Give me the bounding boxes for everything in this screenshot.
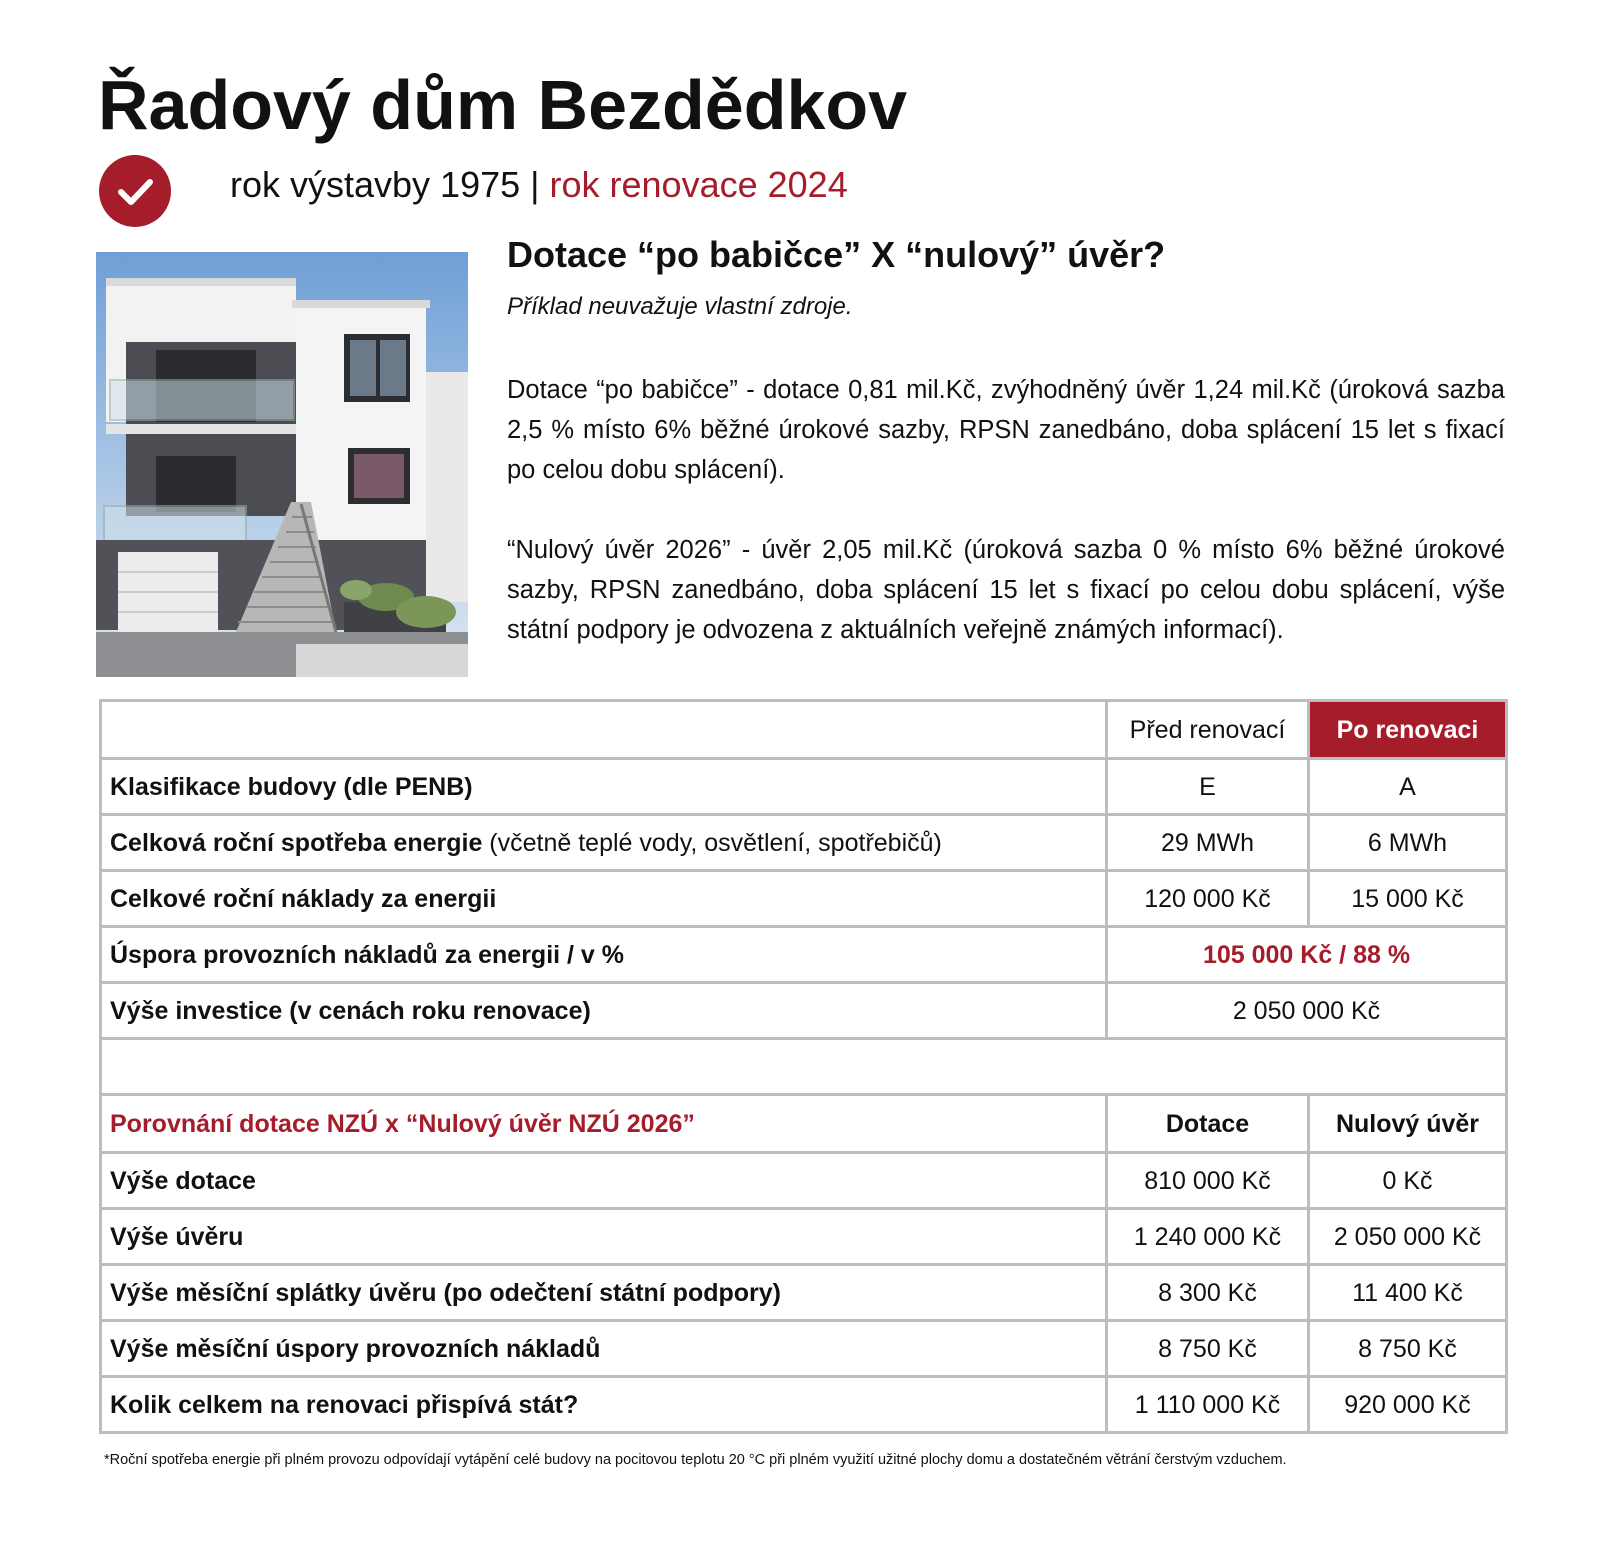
row-before: E [1107, 759, 1309, 815]
row-after: 15 000 Kč [1309, 871, 1507, 927]
section-heading: Dotace “po babičce” X “nulový” úvěr? [507, 234, 1166, 275]
row-label-note: (včetně teplé vody, osvětlení, spotřebičů) [482, 828, 942, 857]
row-label: Výše úvěru [101, 1209, 1107, 1265]
table-row [101, 871, 1507, 927]
row-grant: 1 240 000 Kč [1107, 1209, 1309, 1265]
table-row [101, 1153, 1507, 1209]
row-zero-loan: 11 400 Kč [1309, 1265, 1507, 1321]
header-empty-cell [101, 701, 1107, 759]
year-built: rok výstavby 1975 [230, 164, 521, 205]
year-info [230, 162, 848, 208]
table-row [101, 1377, 1507, 1433]
table-row [101, 815, 1507, 871]
row-label [101, 815, 1107, 871]
page-title: Řadový dům Bezdědkov [98, 66, 908, 144]
row-after: A [1309, 759, 1507, 815]
row-grant: 8 750 Kč [1107, 1321, 1309, 1377]
header-zero-loan: Nulový úvěr [1309, 1095, 1507, 1153]
row-before: 29 MWh [1107, 815, 1309, 871]
footnote: *Roční spotřeba energie při plném provozu odpovídají vytápění celé budovy na pocitovou teplotu 20 °C při plném využití užitné plochy domu a dostatečném větrání čerstvým vzduchem. [104, 1452, 1287, 1468]
table-header-row [101, 701, 1507, 759]
row-zero-loan: 2 050 000 Kč [1309, 1209, 1507, 1265]
row-grant: 810 000 Kč [1107, 1153, 1309, 1209]
comparison-table [99, 699, 1508, 1434]
row-label: Kolik celkem na renovaci přispívá stát? [101, 1377, 1107, 1433]
row-before: 120 000 Kč [1107, 871, 1309, 927]
year-separator: | [520, 164, 550, 205]
investment-row [101, 983, 1507, 1039]
check-icon [99, 155, 171, 227]
header-before: Před renovací [1107, 701, 1309, 759]
header-after: Po renovaci [1309, 701, 1507, 759]
row-label: Klasifikace budovy (dle PENB) [101, 759, 1107, 815]
table-row [101, 1321, 1507, 1377]
row-label-main: Celková roční spotřeba energie [110, 828, 483, 857]
table-row [101, 759, 1507, 815]
investment-label: Výše investice (v cenách roku renovace) [101, 983, 1107, 1039]
row-label: Výše měsíční splátky úvěru (po odečtení státní podpory) [101, 1265, 1107, 1321]
row-grant: 1 110 000 Kč [1107, 1377, 1309, 1433]
table-row [101, 1265, 1507, 1321]
header-grant: Dotace [1107, 1095, 1309, 1153]
year-renovated: rok renovace 2024 [549, 164, 848, 205]
row-grant: 8 300 Kč [1107, 1265, 1309, 1321]
table-row [101, 1209, 1507, 1265]
row-zero-loan: 920 000 Kč [1309, 1377, 1507, 1433]
comparison-title: Porovnání dotace NZÚ x “Nulový úvěr NZÚ 2026” [101, 1095, 1107, 1153]
paragraph-grant: Dotace “po babičce” - dotace 0,81 mil.Kč, zvýhodněný úvěr 1,24 mil.Kč (úroková sazba 2,5 % místo 6% běžné úrokové sazby, RPSN zanedbáno, doba splácení 15 let s fixací po celou dobu splácení). [507, 376, 1505, 484]
savings-label: Úspora provozních nákladů za energii / v % [101, 927, 1107, 983]
savings-row [101, 927, 1507, 983]
row-label: Celkové roční náklady za energii [101, 871, 1107, 927]
comparison-header-row [101, 1095, 1507, 1153]
row-after: 6 MWh [1309, 815, 1507, 871]
spacer-cell [101, 1039, 1507, 1095]
row-label: Výše dotace [101, 1153, 1107, 1209]
paragraph-zero-loan: “Nulový úvěr 2026” - úvěr 2,05 mil.Kč (úroková sazba 0 % místo 6% běžné úrokové sazby, RPSN zanedbáno, doba splácení 15 let s fixací po celou dobu splácení, výše státní podpory je odvozena z aktuálních veřejně známých informací). [507, 536, 1505, 644]
section-note: Příklad neuvažuje vlastní zdroje. [507, 293, 853, 320]
spacer-row [101, 1039, 1507, 1095]
row-label: Výše měsíční úspory provozních nákladů [101, 1321, 1107, 1377]
check-badge [99, 155, 171, 227]
row-zero-loan: 0 Kč [1309, 1153, 1507, 1209]
house-photo [96, 252, 468, 677]
savings-value: 105 000 Kč / 88 % [1107, 927, 1507, 983]
investment-value: 2 050 000 Kč [1107, 983, 1507, 1039]
row-zero-loan: 8 750 Kč [1309, 1321, 1507, 1377]
